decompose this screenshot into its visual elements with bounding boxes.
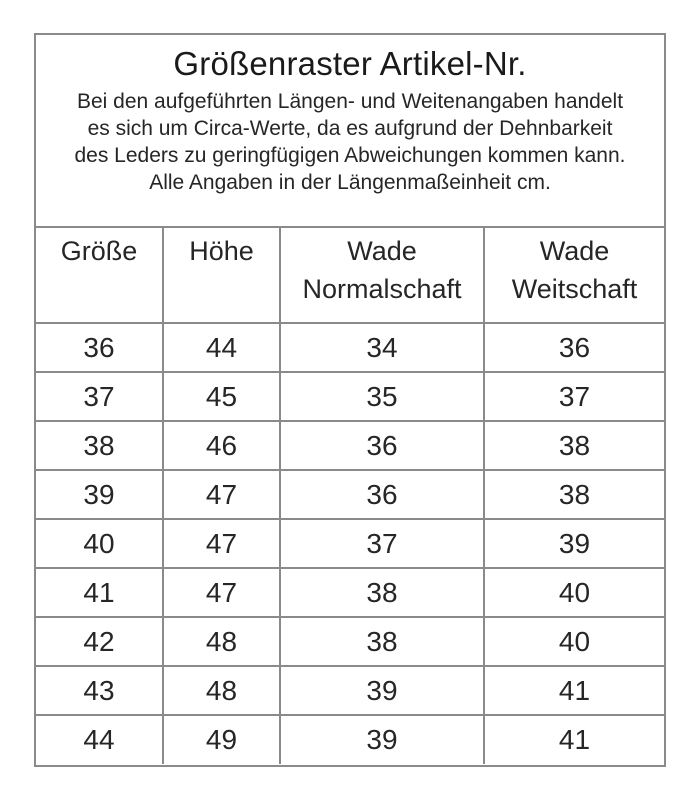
table-row [36,617,664,666]
size-chart [34,33,666,767]
cell-calf-normal: 38 [280,617,484,666]
column-header-line: Normalschaft [302,274,462,304]
column-header-calf-wide [484,228,664,323]
column-header-calf-normal [280,228,484,323]
cell-size: 40 [36,519,163,568]
column-header-line: Höhe [189,236,254,266]
column-header-line: Weitschaft [511,274,638,304]
description-line: es sich um Circa-Werte, da es aufgrund der Dehnbarkeit [87,117,613,140]
table-row [36,470,664,519]
cell-calf-normal: 39 [280,666,484,715]
size-table [36,228,664,764]
cell-height: 49 [163,715,280,764]
cell-calf-wide: 38 [484,421,664,470]
cell-size: 43 [36,666,163,715]
cell-height: 46 [163,421,280,470]
table-row [36,715,664,764]
cell-calf-normal: 34 [280,323,484,372]
column-header-height [163,228,280,323]
column-header-size [36,228,163,323]
cell-calf-wide: 40 [484,568,664,617]
cell-height: 48 [163,666,280,715]
cell-calf-wide: 41 [484,666,664,715]
cell-calf-normal: 36 [280,421,484,470]
description-line: des Leders zu geringfügigen Abweichungen kommen kann. [74,144,626,167]
column-header-line: Größe [60,236,138,266]
chart-description [36,88,664,196]
cell-size: 37 [36,372,163,421]
cell-height: 48 [163,617,280,666]
cell-calf-wide: 39 [484,519,664,568]
cell-calf-normal: 36 [280,470,484,519]
table-row [36,666,664,715]
table-row [36,421,664,470]
cell-size: 38 [36,421,163,470]
cell-calf-wide: 38 [484,470,664,519]
description-line: Alle Angaben in der Längenmaßeinheit cm. [149,171,551,194]
description-line: Bei den aufgeführten Längen- und Weitenangaben handelt [76,90,624,113]
chart-header [36,35,664,228]
cell-height: 47 [163,568,280,617]
cell-calf-wide: 36 [484,323,664,372]
table-row [36,568,664,617]
cell-height: 45 [163,372,280,421]
cell-calf-wide: 41 [558,724,591,755]
cell-size: 42 [36,617,163,666]
chart-title: Größenraster Artikel-Nr. [173,45,527,82]
table-body [36,323,664,764]
cell-calf-wide: 40 [484,617,664,666]
column-header-line: Wade [539,236,610,266]
table-row [36,372,664,421]
cell-calf-wide: 37 [484,372,664,421]
cell-calf-normal: 38 [280,568,484,617]
cell-calf-normal: 39 [280,715,484,764]
cell-calf-normal: 37 [280,519,484,568]
cell-size: 36 [36,323,163,372]
column-header-line: Wade [347,236,417,266]
cell-calf-normal: 35 [280,372,484,421]
table-row [36,323,664,372]
cell-size: 41 [36,568,163,617]
table-row [36,519,664,568]
cell-height: 47 [163,519,280,568]
table-header-row [36,228,664,323]
cell-size: 44 [36,715,163,764]
cell-height: 44 [163,323,280,372]
cell-size: 39 [36,470,163,519]
cell-height: 47 [163,470,280,519]
